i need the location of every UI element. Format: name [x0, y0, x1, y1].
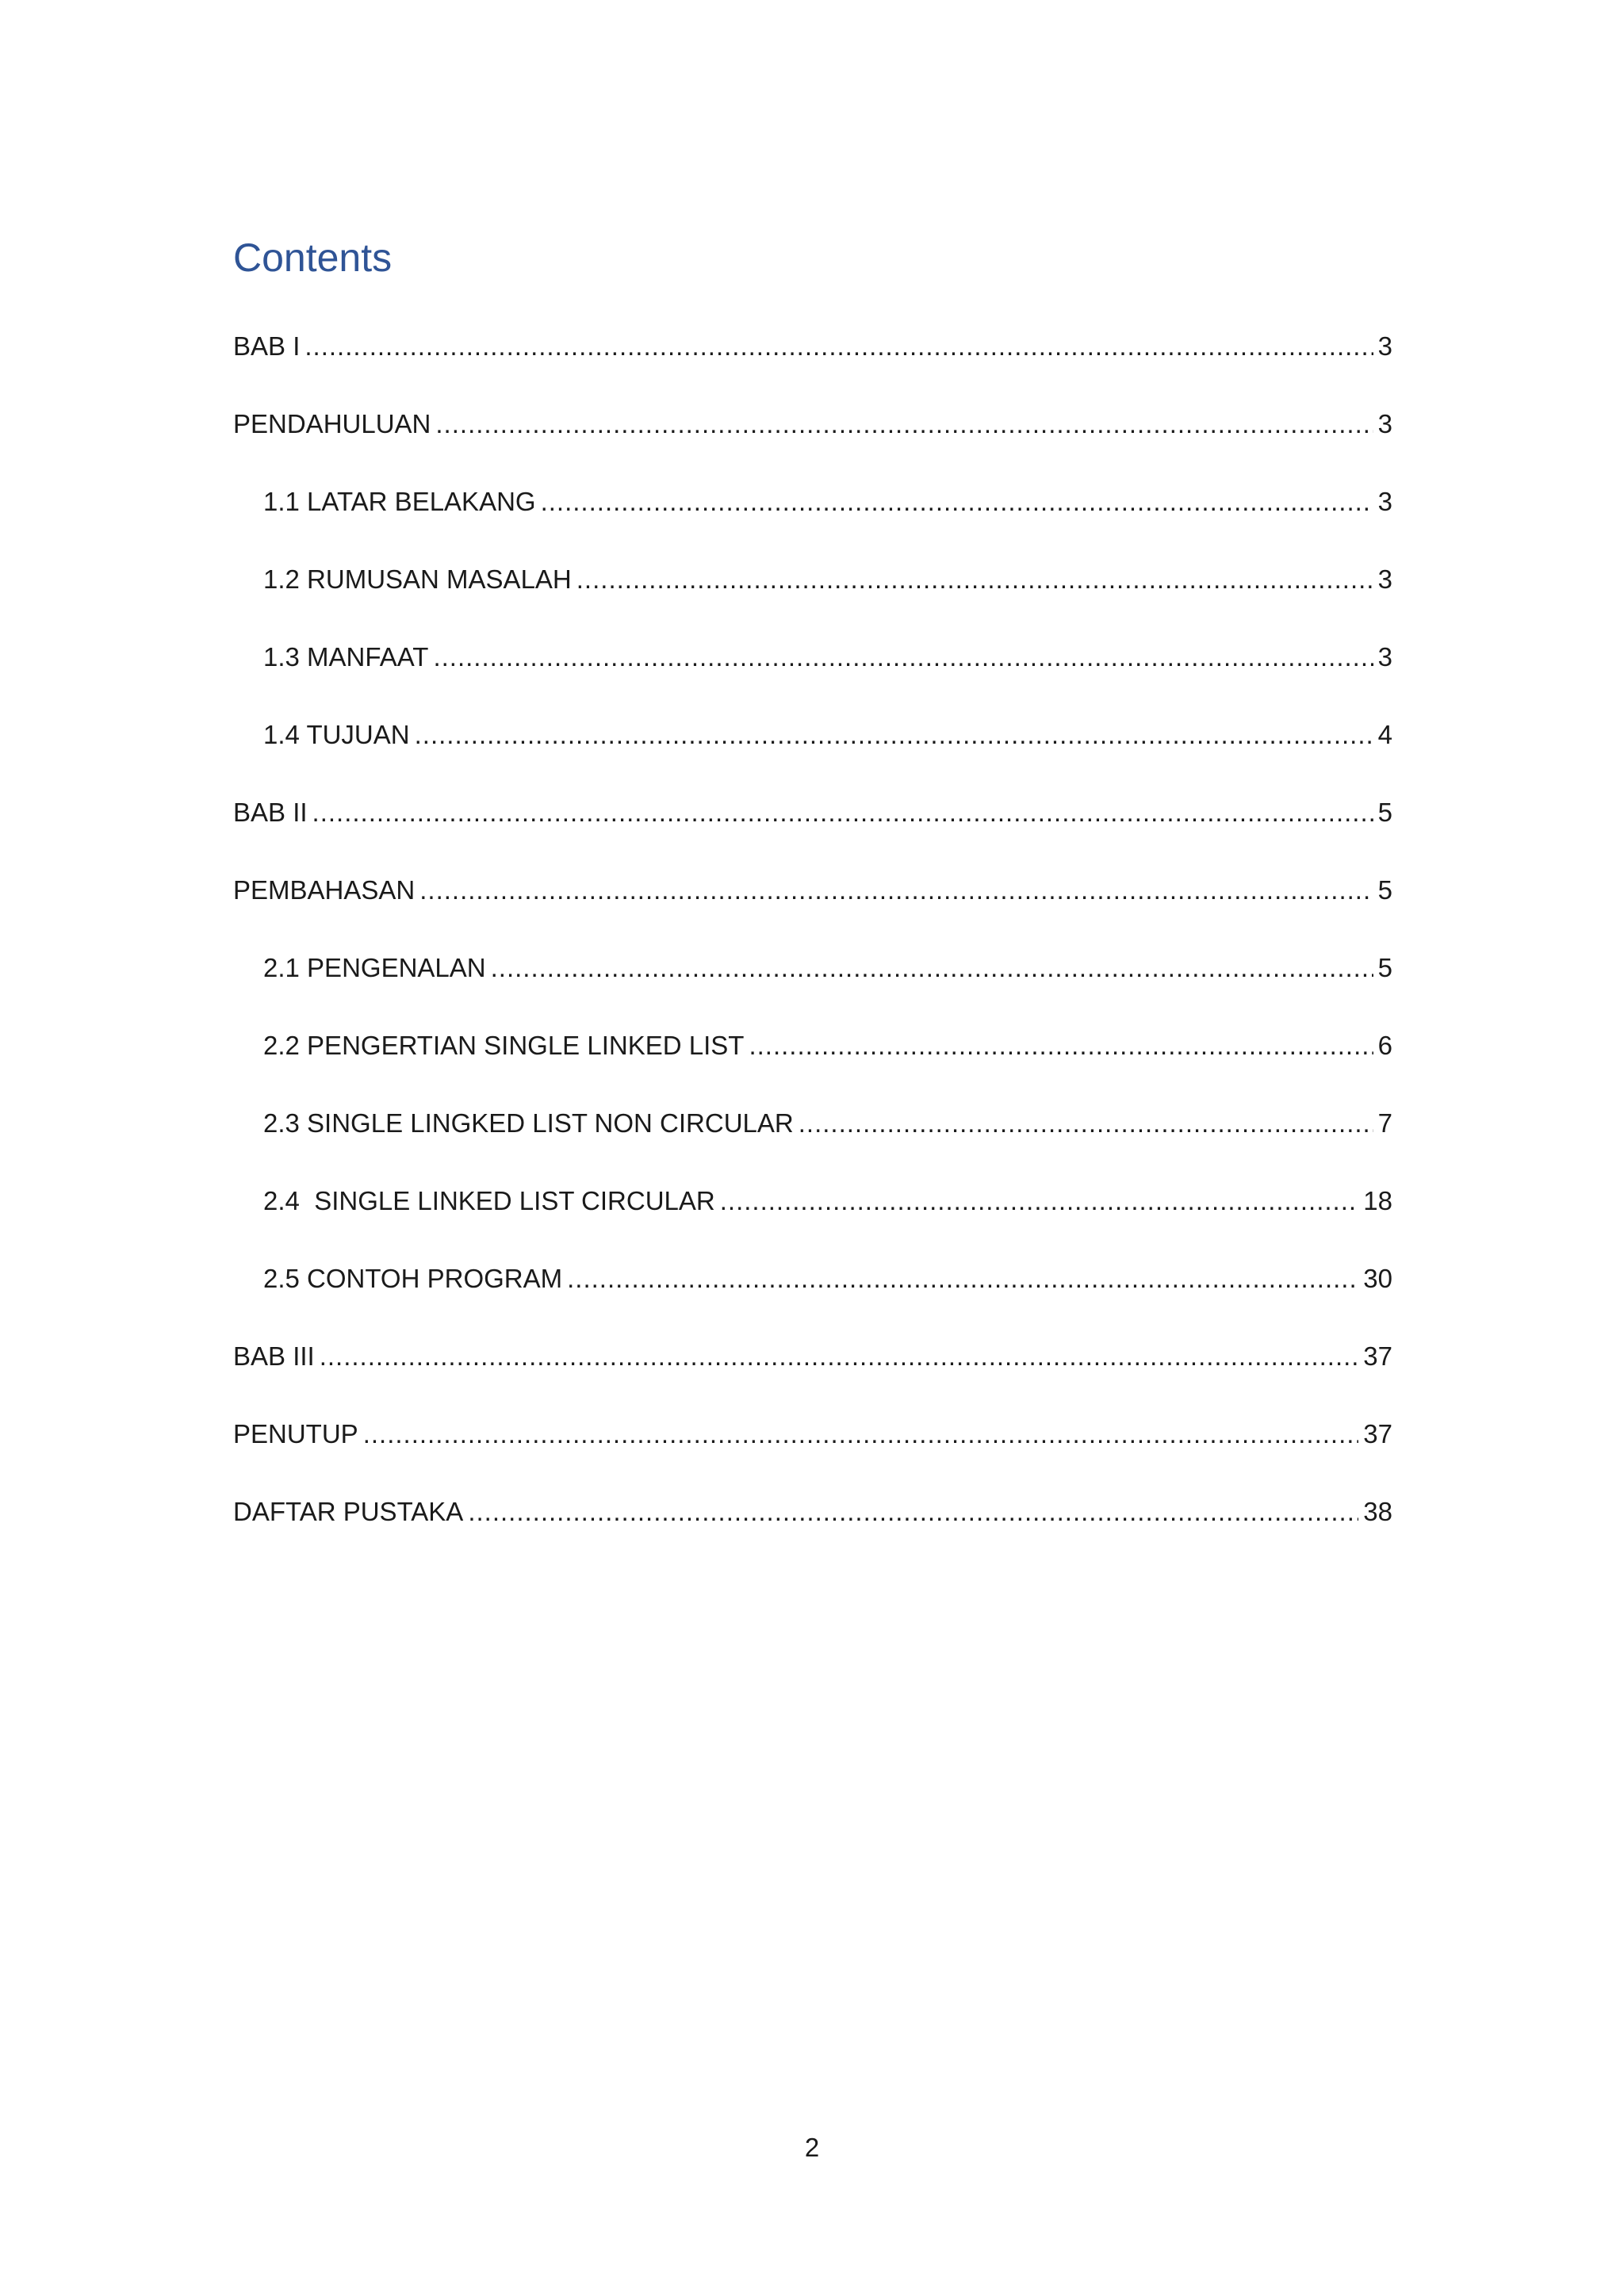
toc-dot-leader [576, 560, 1373, 599]
toc-dot-leader [799, 1104, 1373, 1143]
toc-entry-text: 2.2 PENGERTIAN SINGLE LINKED LIST [263, 1031, 745, 1060]
toc-entry-page-number: 4 [1377, 720, 1392, 749]
toc-entry[interactable] [233, 948, 1392, 1026]
toc-entry[interactable] [233, 1181, 1392, 1259]
toc-dot-leader [304, 327, 1373, 366]
toc-entry-text: 2.1 PENGENALAN [263, 953, 486, 982]
toc-entry[interactable] [233, 327, 1392, 404]
toc-list [233, 327, 1392, 1570]
page-number: 2 [804, 2133, 820, 2162]
toc-entry-page-number: 38 [1363, 1497, 1392, 1526]
toc-entry-page-number: 3 [1377, 642, 1392, 672]
toc-dot-leader [363, 1414, 1359, 1454]
toc-entry[interactable] [233, 404, 1392, 482]
toc-entry[interactable] [233, 1492, 1392, 1570]
toc-entry-text: DAFTAR PUSTAKA [233, 1497, 464, 1526]
toc-dot-leader [567, 1259, 1358, 1299]
toc-entry-page-number: 3 [1377, 409, 1392, 438]
toc-entry-page-number: 5 [1377, 875, 1392, 905]
toc-title: Contents [233, 235, 393, 280]
toc-dot-leader [419, 871, 1373, 910]
toc-entry-text: PENDAHULUAN [233, 409, 431, 438]
toc-entry-text: 1.2 RUMUSAN MASALAH [263, 564, 572, 594]
toc-entry-page-number: 30 [1363, 1264, 1392, 1293]
toc-entry[interactable] [233, 482, 1392, 560]
toc-entry-text: PEMBAHASAN [233, 875, 416, 905]
toc-dot-leader [468, 1492, 1358, 1532]
toc-entry-page-number: 6 [1377, 1031, 1392, 1060]
toc-entry-page-number: 37 [1363, 1341, 1392, 1371]
toc-dot-leader [433, 637, 1373, 677]
toc-entry-text: 2.3 SINGLE LINGKED LIST NON CIRCULAR [263, 1108, 794, 1138]
toc-entry-text: BAB III [233, 1341, 315, 1371]
toc-entry-text: PENUTUP [233, 1419, 358, 1448]
toc-entry-page-number: 3 [1377, 564, 1392, 594]
toc-dot-leader [415, 715, 1373, 755]
toc-dot-leader [435, 404, 1373, 444]
toc-dot-leader [491, 948, 1373, 988]
toc-entry[interactable] [233, 1259, 1392, 1337]
toc-entry[interactable] [233, 1104, 1392, 1181]
toc-entry-page-number: 3 [1377, 331, 1392, 361]
toc-entry-page-number: 37 [1363, 1419, 1392, 1448]
toc-entry[interactable] [233, 871, 1392, 948]
toc-entry-page-number: 5 [1377, 953, 1392, 982]
toc-entry-text: 1.4 TUJUAN [263, 720, 410, 749]
toc-entry[interactable] [233, 1414, 1392, 1492]
toc-entry-text: 2.4 SINGLE LINKED LIST CIRCULAR [263, 1186, 715, 1215]
toc-entry[interactable] [233, 1337, 1392, 1414]
toc-entry[interactable] [233, 560, 1392, 637]
toc-entry-page-number: 18 [1363, 1186, 1392, 1215]
toc-entry[interactable] [233, 637, 1392, 715]
toc-dot-leader [320, 1337, 1359, 1376]
toc-entry-text: BAB I [233, 331, 301, 361]
toc-entry[interactable] [233, 715, 1392, 793]
toc-dot-leader [312, 793, 1373, 832]
toc-entry-text: 2.5 CONTOH PROGRAM [263, 1264, 563, 1293]
toc-dot-leader [541, 482, 1373, 522]
toc-entry[interactable] [233, 793, 1392, 871]
toc-entry-page-number: 3 [1377, 487, 1392, 516]
toc-dot-leader [720, 1181, 1359, 1221]
toc-dot-leader [749, 1026, 1373, 1066]
toc-entry-text: BAB II [233, 798, 308, 827]
toc-entry-page-number: 7 [1377, 1108, 1392, 1138]
toc-entry[interactable] [233, 1026, 1392, 1104]
toc-entry-page-number: 5 [1377, 798, 1392, 827]
toc-entry-text: 1.1 LATAR BELAKANG [263, 487, 536, 516]
toc-entry-text: 1.3 MANFAAT [263, 642, 429, 672]
